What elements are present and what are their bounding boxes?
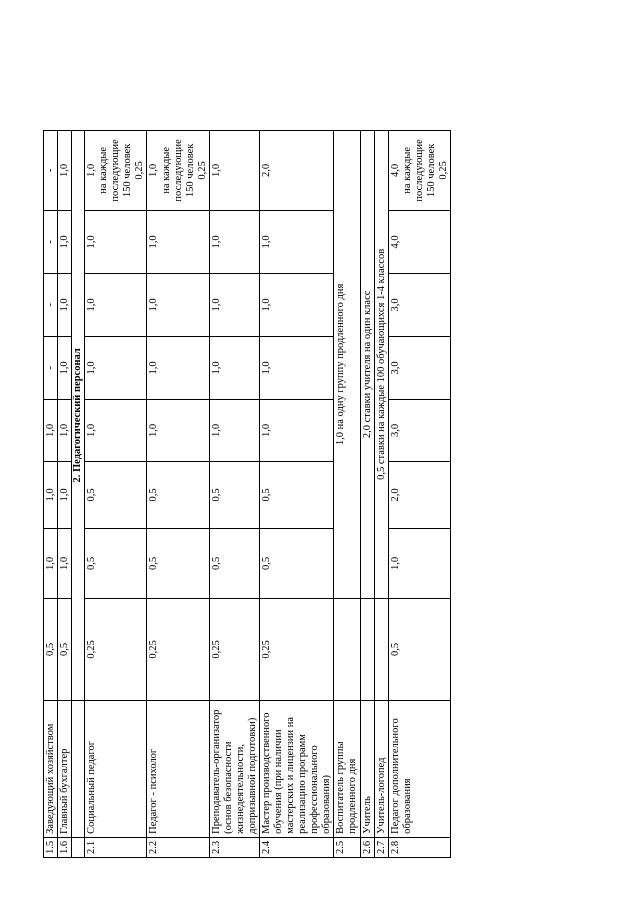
value-cell: 1,0 <box>58 273 72 336</box>
value-cell: 1,0 <box>147 399 209 461</box>
value-cell: 0,5 <box>388 598 450 700</box>
table-row <box>334 130 360 857</box>
value-cell: 1,0 <box>44 399 58 461</box>
merged-value-cell: 0,5 ставки на каждые 100 обучающихся 1-4 классов <box>374 130 388 598</box>
value-cell: 1,0 <box>58 210 72 273</box>
table-row <box>58 130 72 857</box>
merged-value-cell: 1,0 на одну группу продленного дня <box>334 130 360 598</box>
value-cell: 1,0 <box>209 130 259 210</box>
section-row <box>72 130 85 857</box>
value-cell: 0,25 <box>147 598 209 700</box>
empty-cell <box>360 598 374 700</box>
value-cell: 1,0 <box>58 130 72 210</box>
position-name: Главный бухгалтер <box>58 700 72 837</box>
position-name: Учитель-логопед <box>374 700 388 837</box>
value-cell: 1,0 <box>85 273 147 336</box>
value-cell: 0,5 <box>209 461 259 528</box>
value-cell: 4,0 на каждые последующие 150 человек 0,25 <box>388 130 450 210</box>
value-cell: 1,0 <box>209 336 259 399</box>
value-cell: 1,0 <box>147 336 209 399</box>
row-number: 2.4 <box>260 837 334 857</box>
value-cell: 0,5 <box>147 528 209 598</box>
section-header: 2. Педагогический персонал <box>72 130 85 700</box>
position-name: Преподаватель-организатор (основ безопасности жизнедеятельности, допризывной подготовки) <box>209 700 259 837</box>
value-cell: 0,5 <box>85 528 147 598</box>
value-cell: - <box>44 273 58 336</box>
position-name: Педагог - психолог <box>147 700 209 837</box>
value-cell: 1,0 <box>260 210 334 273</box>
table-row <box>388 130 450 857</box>
value-cell: 0,25 <box>260 598 334 700</box>
value-cell: 1,0 <box>58 461 72 528</box>
value-cell: 1,0 на каждые последующие 150 человек 0,25 <box>85 130 147 210</box>
empty-cell <box>72 700 85 837</box>
table-row <box>209 130 259 857</box>
value-cell: 0,5 <box>147 461 209 528</box>
empty-cell <box>72 837 85 857</box>
value-cell: 1,0 <box>209 210 259 273</box>
row-number: 2.6 <box>360 837 374 857</box>
value-cell: - <box>44 130 58 210</box>
empty-cell <box>334 598 360 700</box>
row-number: 2.3 <box>209 837 259 857</box>
merged-value-cell: 2,0 ставки учителя на один класс <box>360 130 374 598</box>
value-cell: 0,5 <box>260 528 334 598</box>
value-cell: 2,0 <box>388 461 450 528</box>
position-name: Учитель <box>360 700 374 837</box>
value-cell: 1,0 <box>260 336 334 399</box>
value-cell: 4,0 <box>388 210 450 273</box>
position-name: Педагог дополнительного образования <box>388 700 450 837</box>
value-cell: 1,0 <box>85 210 147 273</box>
value-cell: 0,5 <box>209 528 259 598</box>
value-cell: 0,5 <box>260 461 334 528</box>
row-number: 2.1 <box>85 837 147 857</box>
value-cell: 1,0 <box>58 399 72 461</box>
value-cell: 1,0 <box>44 461 58 528</box>
row-number: 2.8 <box>388 837 450 857</box>
value-cell: 1,0 <box>260 399 334 461</box>
value-cell: 1,0 <box>209 399 259 461</box>
value-cell: 1,0 <box>209 273 259 336</box>
value-cell: 1,0 <box>85 336 147 399</box>
row-number: 2.7 <box>374 837 388 857</box>
table-row <box>44 130 58 857</box>
value-cell: 1,0 <box>260 273 334 336</box>
position-name: Мастер производственного обучения (при наличии мастерских и лицензии на реализацию программ профессионального образования) <box>260 700 334 837</box>
value-cell: 1,0 <box>85 399 147 461</box>
value-cell: 0,5 <box>85 461 147 528</box>
value-cell: 1,0 <box>58 528 72 598</box>
table-row <box>374 130 388 857</box>
row-number: 2.5 <box>334 837 360 857</box>
table-row <box>260 130 334 857</box>
value-cell: 1,0 <box>147 210 209 273</box>
position-name: Воспитатель группы продленного дня <box>334 700 360 837</box>
value-cell: 1,0 <box>147 273 209 336</box>
table-row <box>85 130 147 857</box>
row-number: 2.2 <box>147 837 209 857</box>
row-number: 1.6 <box>58 837 72 857</box>
table-row <box>360 130 374 857</box>
value-cell: 2,0 <box>260 130 334 210</box>
table-row <box>147 130 209 857</box>
row-number: 1.5 <box>44 837 58 857</box>
value-cell: 0,25 <box>85 598 147 700</box>
staffing-table <box>43 130 451 858</box>
value-cell: 3,0 <box>388 399 450 461</box>
value-cell: 0,5 <box>58 598 72 700</box>
value-cell: 0,25 <box>209 598 259 700</box>
empty-cell <box>374 598 388 700</box>
value-cell: - <box>44 210 58 273</box>
table-body <box>44 130 451 857</box>
value-cell: 1,0 <box>388 528 450 598</box>
value-cell: 1,0 на каждые последующие 150 человек 0,25 <box>147 130 209 210</box>
value-cell: 1,0 <box>44 528 58 598</box>
position-name: Социальный педагог <box>85 700 147 837</box>
value-cell: 3,0 <box>388 336 450 399</box>
value-cell: 0,5 <box>44 598 58 700</box>
value-cell: 3,0 <box>388 273 450 336</box>
position-name: Заведующий хозяйством <box>44 700 58 837</box>
value-cell: 1,0 <box>58 336 72 399</box>
value-cell: - <box>44 336 58 399</box>
